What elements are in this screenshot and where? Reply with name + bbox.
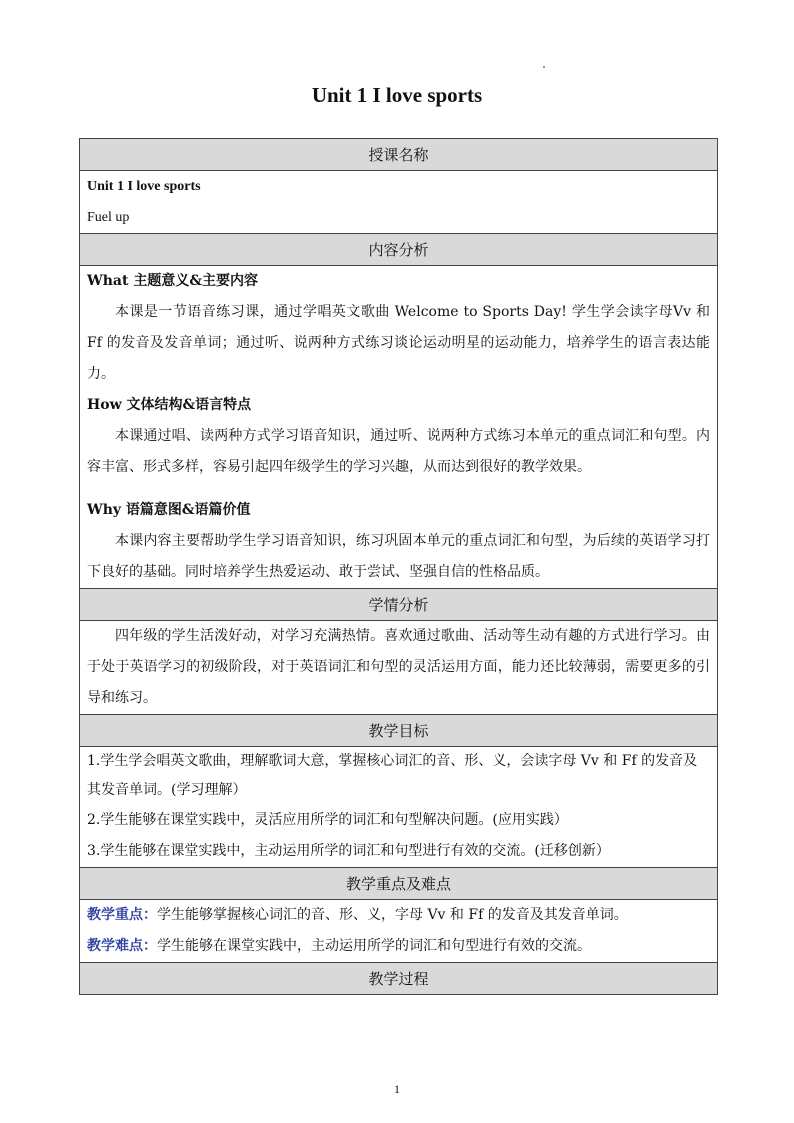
why-paragraph: 本课内容主要帮助学生学习语音知识，练习巩固本单元的重点词汇和句型，为后续的英语学习打下良好的基础。同时培养学生热爱运动、敢于尝试、坚强自信的性格品质。: [87, 533, 710, 580]
content-analysis-cell: [80, 266, 718, 589]
objective-item-3: 3.学生能够在课堂实践中，主动运用所学的词汇和句型进行有效的交流。(迁移创新）: [87, 843, 610, 859]
table-row: [80, 963, 718, 995]
learner-analysis-cell: [80, 621, 718, 715]
stray-dot: [543, 66, 545, 68]
course-name-line: Unit 1 I love sports: [87, 179, 201, 194]
objectives-cell: [80, 747, 718, 868]
section-header-objectives: 教学目标: [80, 715, 718, 747]
table-row: [80, 621, 718, 715]
table-row: [80, 139, 718, 171]
objective-item-1: 1.学生学会唱英文歌曲，理解歌词大意，掌握核心词汇的音、形、义，会读字母 Vv 和 Ff 的发音及其发音单词。(学习理解）: [87, 753, 698, 798]
objective-item-2: 2.学生能够在课堂实践中，灵活应用所学的词汇和句型解决问题。(应用实践）: [87, 812, 568, 828]
page-number: 1: [394, 1082, 400, 1096]
section-header-learner-analysis: 学情分析: [80, 589, 718, 621]
course-subtitle-line: Fuel up: [87, 210, 130, 225]
table-row: [80, 266, 718, 589]
how-paragraph: 本课通过唱、读两种方式学习语音知识，通过听、说两种方式练习本单元的重点词汇和句型。内容丰富、形式多样，容易引起四年级学生的学习兴趣，从而达到很好的教学效果。: [87, 428, 710, 475]
table-row: [80, 868, 718, 900]
difficult-point-label: 教学难点：: [87, 938, 157, 954]
key-points-cell: [80, 900, 718, 963]
lesson-plan-table: [79, 138, 718, 995]
table-row: [80, 900, 718, 963]
table-row: [80, 589, 718, 621]
table-row: [80, 715, 718, 747]
key-point-label: 教学重点：: [87, 907, 157, 923]
course-name-cell: [80, 171, 718, 234]
section-header-content-analysis: 内容分析: [80, 234, 718, 266]
section-header-key-points: 教学重点及难点: [80, 868, 718, 900]
key-point-line: [87, 900, 710, 931]
key-point-text: 学生能够掌握核心词汇的音、形、义，字母 Vv 和 Ff 的发音及其发音单词。: [157, 907, 628, 923]
document-title: Unit 1 I love sports: [311, 83, 483, 107]
why-heading: Why 语篇意图&语篇价值: [87, 502, 251, 518]
difficult-point-line: [87, 931, 710, 962]
table-row: [80, 171, 718, 234]
table-row: [80, 747, 718, 868]
table-row: [80, 234, 718, 266]
spacer: [87, 483, 710, 495]
learner-paragraph: 四年级的学生活泼好动，对学习充满热情。喜欢通过歌曲、活动等生动有趣的方式进行学习。由于处于英语学习的初级阶段，对于英语词汇和句型的灵活运用方面，能力还比较薄弱，需要更多的引导和练习。: [87, 628, 710, 706]
difficult-point-text: 学生能够在课堂实践中，主动运用所学的词汇和句型进行有效的交流。: [157, 938, 591, 954]
how-heading: How 文体结构&语言特点: [87, 397, 252, 413]
section-header-process: 教学过程: [80, 963, 718, 995]
what-heading: What 主题意义&主要内容: [87, 273, 258, 289]
what-paragraph: 本课是一节语音练习课，通过学唱英文歌曲 Welcome to Sports Day! 学生学会读字母Vv 和 Ff 的发音及发音单词；通过听、说两种方式练习谈论运动明星的运动能力，培养学生的语言表达能力。: [87, 304, 710, 382]
section-header-course-name: 授课名称: [80, 139, 718, 171]
